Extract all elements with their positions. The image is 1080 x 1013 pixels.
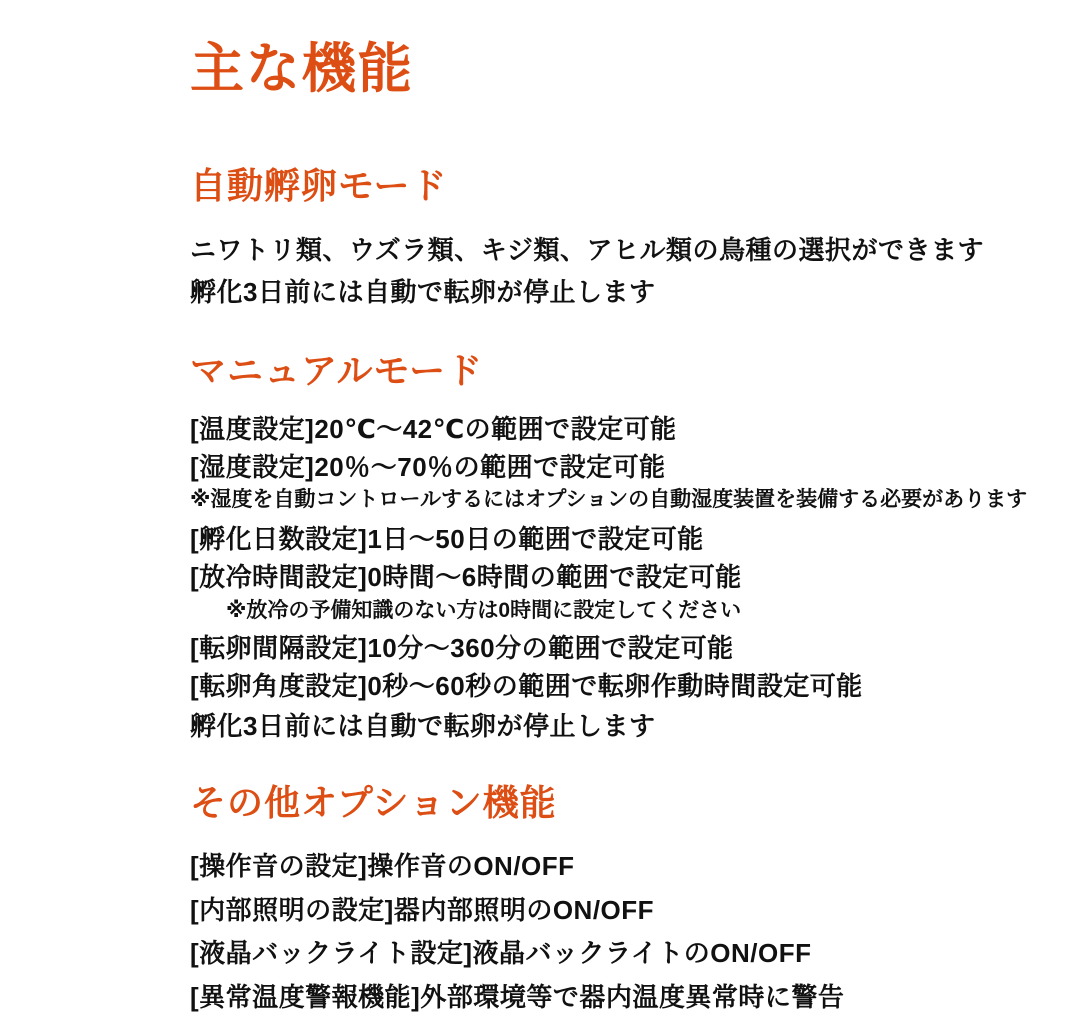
manual-humidity-note-text: ※湿度を自動コントロールするにはオプションの自動湿度装置を装備する必要があります <box>190 487 1028 511</box>
section-heading-manual-mode: マニュアルモード <box>190 350 484 392</box>
manual-turning-interval-setting-text: [転卵間隔設定]10分～360分の範囲で設定可能 <box>190 632 734 663</box>
option-lcd-backlight-text: [液晶バックライト設定]液晶バックライトのON/OFF <box>190 938 812 969</box>
option-interior-light-text: [内部照明の設定]器内部照明のON/OFF <box>190 894 655 925</box>
manual-turning-angle-setting-text: [転卵角度設定]0秒～60秒の範囲で転卵作動時間設定可能 <box>190 671 863 702</box>
section-auto-incubation-mode <box>190 165 1030 308</box>
section-heading-other-options: その他オプション機能 <box>190 781 557 823</box>
manual-cooling-time-setting-text: [放冷時間設定]0時間～6時間の範囲で設定可能 <box>190 562 742 593</box>
auto-mode-bird-selection-text: ニワトリ類、ウズラ類、キジ類、アヒル類の鳥種の選択ができます <box>190 234 984 265</box>
manual-humidity-setting-text: [湿度設定]20％～70％の範囲で設定可能 <box>190 452 666 483</box>
option-operation-sound-text: [操作音の設定]操作音のON/OFF <box>190 851 575 882</box>
auto-mode-turning-stop-text: 孵化3日前には自動で転卵が停止します <box>190 277 656 308</box>
option-abnormal-temp-alarm-text: [異常温度警報機能]外部環境等で器内温度異常時に警告 <box>190 982 845 1013</box>
page-title: 主な機能 <box>190 39 414 99</box>
section-heading-auto-mode: 自動孵卵モード <box>190 165 448 207</box>
manual-temperature-setting-text: [温度設定]20℃～42℃の範囲で設定可能 <box>190 413 677 444</box>
section-other-options <box>190 782 1030 1013</box>
manual-auto-stop-text: 孵化3日前には自動で転卵が停止します <box>190 711 656 742</box>
section-manual-mode <box>190 350 1030 742</box>
manual-hatch-days-setting-text: [孵化日数設定]1日～50日の範囲で設定可能 <box>190 523 704 554</box>
manual-cooling-note-text: ※放冷の予備知識のない方は0時間に設定してください <box>226 598 742 622</box>
